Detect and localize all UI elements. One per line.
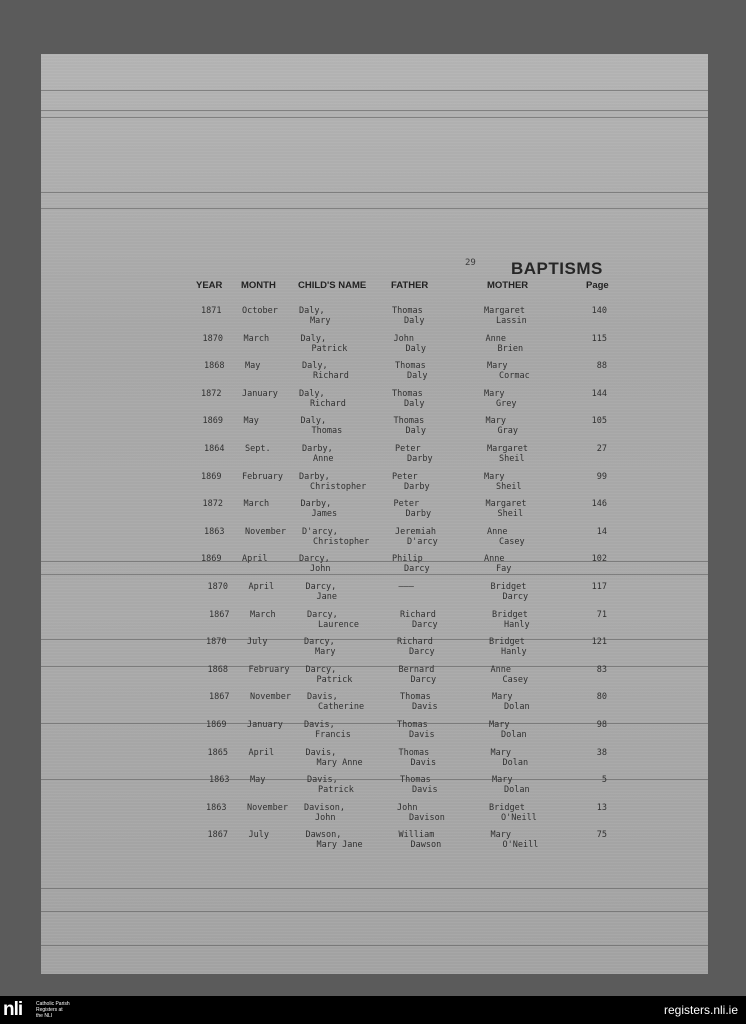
row-child-forename: Patrick bbox=[316, 674, 353, 685]
row-page: 117 bbox=[591, 582, 607, 592]
header-page: Page bbox=[586, 280, 609, 291]
row-mother-surname: Gray bbox=[497, 426, 518, 437]
row-mother-surname: Dolan bbox=[502, 757, 529, 768]
row-child-forename: Catherine bbox=[318, 702, 365, 713]
table-row bbox=[41, 748, 708, 776]
row-father-surname: Daly bbox=[404, 398, 425, 409]
row-father-forename: Thomas bbox=[397, 720, 428, 730]
row-mother-forename: Anne bbox=[484, 554, 505, 565]
row-child-surname: Darby, bbox=[302, 444, 333, 454]
row-mother-forename: Mary bbox=[484, 388, 505, 399]
row-mother-forename: Bridget bbox=[492, 609, 528, 620]
table-row bbox=[41, 527, 708, 555]
row-child-forename: Mary Jane bbox=[316, 840, 363, 851]
row-father-forename: Thomas bbox=[400, 692, 431, 703]
row-father-surname: Davison bbox=[409, 812, 445, 823]
row-year: 1869 bbox=[201, 554, 222, 565]
row-month: February bbox=[242, 471, 283, 482]
row-father-surname: Darby bbox=[405, 509, 432, 520]
row-mother-surname: Brien bbox=[497, 343, 524, 354]
row-mother-surname: Sheil bbox=[499, 454, 525, 464]
row-month: March bbox=[250, 609, 276, 620]
row-child-forename: Thomas bbox=[311, 426, 343, 437]
row-year: 1863 bbox=[204, 526, 225, 537]
row-father-surname: Darcy bbox=[412, 619, 438, 630]
nli-logo[interactable]: nli bbox=[3, 999, 23, 1020]
row-page: 83 bbox=[596, 664, 607, 675]
row-child-surname: Davis, bbox=[305, 747, 337, 758]
table-row bbox=[41, 692, 708, 720]
row-page: 140 bbox=[591, 306, 607, 316]
row-child-surname: Dawson, bbox=[305, 830, 342, 841]
row-child-surname: Daly, bbox=[300, 416, 327, 427]
row-father-surname: Dawson bbox=[410, 840, 442, 851]
row-mother-surname: Casey bbox=[502, 674, 529, 685]
row-father-forename: Richard bbox=[400, 609, 436, 620]
row-year: 1863 bbox=[209, 775, 230, 786]
row-child-forename: Laurence bbox=[318, 619, 359, 630]
row-father-forename: Jeremiah bbox=[395, 526, 436, 537]
row-page: 121 bbox=[591, 637, 607, 648]
row-child-surname: Davison, bbox=[304, 802, 345, 813]
table-row bbox=[41, 830, 708, 858]
page-title: BAPTISMS bbox=[511, 259, 603, 278]
row-mother-surname: Darcy bbox=[502, 592, 529, 602]
row-father-surname: Darby bbox=[404, 481, 430, 492]
header-father: FATHER bbox=[391, 280, 429, 291]
row-month: April bbox=[248, 582, 275, 592]
row-father-forename: William bbox=[398, 830, 435, 841]
row-father-surname: Darcy bbox=[410, 674, 437, 685]
row-father-forename: Peter bbox=[395, 444, 421, 454]
row-child-forename: Christopher bbox=[313, 536, 370, 547]
row-father-forename: Thomas bbox=[392, 388, 423, 399]
row-month: July bbox=[248, 830, 269, 841]
row-child-surname: Davis, bbox=[304, 720, 335, 730]
row-child-surname: Davis, bbox=[307, 692, 338, 703]
row-father-surname: Davis bbox=[412, 785, 438, 796]
row-child-forename: Mary bbox=[315, 647, 336, 658]
row-father-surname: Davis bbox=[410, 757, 437, 768]
row-mother-forename: Mary bbox=[484, 471, 505, 482]
row-father-forename: ——— bbox=[398, 582, 414, 592]
row-mother-surname: Lassin bbox=[496, 316, 527, 326]
row-month: January bbox=[247, 720, 283, 730]
row-child-surname: Daly, bbox=[302, 361, 328, 372]
row-month: November bbox=[245, 526, 286, 537]
header-mother: MOTHER bbox=[487, 280, 529, 291]
row-mother-forename: Anne bbox=[485, 333, 506, 344]
row-year: 1868 bbox=[207, 664, 228, 675]
logo-caption-line: the NLI bbox=[36, 1013, 53, 1019]
row-month: January bbox=[242, 388, 278, 399]
row-year: 1870 bbox=[206, 637, 227, 648]
row-mother-forename: Mary bbox=[485, 416, 506, 427]
row-year: 1863 bbox=[206, 802, 227, 813]
table-row bbox=[41, 472, 708, 500]
row-page: 14 bbox=[596, 526, 607, 537]
row-year: 1864 bbox=[204, 444, 225, 454]
row-month: March bbox=[243, 499, 270, 510]
row-month: November bbox=[250, 692, 291, 703]
row-mother-surname: Grey bbox=[496, 398, 517, 409]
row-father-forename: Peter bbox=[393, 499, 420, 510]
row-father-forename: Thomas bbox=[395, 361, 426, 372]
row-page: 27 bbox=[596, 444, 607, 454]
row-page: 115 bbox=[591, 333, 607, 344]
row-mother-forename: Mary bbox=[492, 775, 513, 786]
row-page: 13 bbox=[596, 802, 607, 813]
row-mother-surname: Dolan bbox=[501, 730, 527, 740]
row-year: 1872 bbox=[201, 388, 222, 399]
row-year: 1868 bbox=[204, 361, 225, 372]
row-father-surname: Daly bbox=[405, 343, 426, 354]
row-page: 105 bbox=[591, 416, 607, 427]
row-page: 80 bbox=[596, 692, 607, 703]
row-mother-forename: Margaret bbox=[487, 444, 528, 454]
header-month: MONTH bbox=[241, 280, 276, 291]
row-child-forename: Mary bbox=[310, 316, 331, 326]
row-child-surname: Darcy, bbox=[305, 664, 337, 675]
table-row bbox=[41, 665, 708, 693]
row-year: 1867 bbox=[207, 830, 228, 841]
row-mother-surname: Cormac bbox=[499, 371, 530, 382]
row-child-forename: James bbox=[311, 509, 338, 520]
row-father-surname: Darby bbox=[407, 454, 433, 464]
row-year: 1867 bbox=[209, 609, 230, 620]
row-mother-forename: Anne bbox=[490, 664, 511, 675]
table-row bbox=[41, 610, 708, 638]
row-mother-surname: Fay bbox=[496, 564, 512, 575]
row-child-surname: Darcy, bbox=[304, 637, 335, 648]
logo-caption-line: Catholic Parish bbox=[36, 1001, 70, 1007]
row-year: 1869 bbox=[202, 416, 223, 427]
row-month: May bbox=[245, 361, 261, 372]
row-child-forename: Francis bbox=[315, 730, 351, 740]
row-mother-forename: Mary bbox=[490, 830, 511, 841]
row-father-surname: Davis bbox=[409, 730, 435, 740]
row-father-surname: Darcy bbox=[409, 647, 435, 658]
row-year: 1870 bbox=[207, 582, 228, 592]
table-row bbox=[41, 444, 708, 472]
row-mother-forename: Margaret bbox=[484, 306, 525, 316]
row-child-surname: Daly, bbox=[299, 388, 325, 399]
row-month: October bbox=[242, 306, 278, 316]
table-row bbox=[41, 389, 708, 417]
row-father-forename: Thomas bbox=[393, 416, 425, 427]
row-father-forename: John bbox=[397, 802, 418, 813]
row-child-forename: John bbox=[315, 812, 336, 823]
row-mother-surname: Sheil bbox=[496, 481, 522, 492]
row-child-surname: Darby, bbox=[300, 499, 332, 510]
row-child-forename: Patrick bbox=[318, 785, 354, 796]
row-father-forename: Thomas bbox=[392, 306, 423, 316]
logo-caption bbox=[36, 1001, 86, 1019]
table-row bbox=[41, 582, 708, 610]
row-mother-forename: Bridget bbox=[489, 802, 525, 813]
row-mother-forename: Mary bbox=[492, 692, 513, 703]
row-mother-forename: Mary bbox=[489, 720, 510, 730]
row-mother-forename: Mary bbox=[490, 747, 511, 758]
table-row bbox=[41, 499, 708, 527]
row-mother-surname: Hanly bbox=[501, 647, 527, 658]
row-month: May bbox=[243, 416, 259, 427]
row-child-surname: Darby, bbox=[299, 471, 330, 482]
row-page: 144 bbox=[591, 388, 607, 399]
row-month: Sept. bbox=[245, 444, 271, 454]
row-father-forename: Thomas bbox=[398, 747, 430, 758]
row-father-forename: John bbox=[393, 333, 414, 344]
row-page: 75 bbox=[596, 830, 607, 841]
row-year: 1867 bbox=[209, 692, 230, 703]
row-father-surname: Daly bbox=[407, 371, 428, 382]
row-child-forename: Anne bbox=[313, 454, 334, 464]
row-mother-forename: Bridget bbox=[489, 637, 525, 648]
row-child-surname: Daly, bbox=[299, 306, 325, 316]
row-father-surname: Daly bbox=[405, 426, 426, 437]
row-father-surname: D'arcy bbox=[407, 536, 438, 547]
row-month: April bbox=[242, 554, 268, 565]
row-father-surname: Davis bbox=[412, 702, 438, 713]
row-year: 1872 bbox=[202, 499, 223, 510]
row-child-surname: Darcy, bbox=[307, 609, 338, 620]
row-mother-surname: Sheil bbox=[497, 509, 524, 520]
row-mother-surname: Dolan bbox=[504, 785, 530, 796]
row-year: 1869 bbox=[206, 720, 227, 730]
table-row bbox=[41, 803, 708, 831]
table-row bbox=[41, 306, 708, 334]
row-father-surname: Daly bbox=[404, 316, 425, 326]
row-month: March bbox=[243, 333, 270, 344]
row-mother-forename: Bridget bbox=[490, 582, 527, 592]
row-month: May bbox=[250, 775, 266, 786]
row-child-forename: Christopher bbox=[310, 481, 367, 492]
table-row bbox=[41, 775, 708, 803]
table-row bbox=[41, 361, 708, 389]
register-page bbox=[41, 54, 708, 974]
row-page: 146 bbox=[591, 499, 607, 510]
row-month: July bbox=[247, 637, 268, 648]
row-month: April bbox=[248, 747, 275, 758]
table-row bbox=[41, 416, 708, 444]
row-child-surname: Davis, bbox=[307, 775, 338, 786]
row-child-forename: Jane bbox=[316, 592, 337, 602]
row-page: 5 bbox=[601, 775, 607, 786]
row-child-forename: Mary Anne bbox=[316, 757, 363, 768]
table-row bbox=[41, 720, 708, 748]
row-mother-surname: Casey bbox=[499, 536, 525, 547]
site-link[interactable]: registers.nli.ie bbox=[663, 1003, 738, 1017]
row-year: 1870 bbox=[202, 333, 223, 344]
row-mother-forename: Margaret bbox=[485, 499, 527, 510]
row-month: November bbox=[247, 802, 288, 813]
row-child-surname: D'arcy, bbox=[302, 526, 338, 537]
row-page: 38 bbox=[596, 747, 607, 758]
row-page: 98 bbox=[596, 720, 607, 730]
table-row bbox=[41, 637, 708, 665]
row-mother-forename: Anne bbox=[487, 526, 508, 537]
row-mother-forename: Mary bbox=[487, 361, 508, 372]
header-year: YEAR bbox=[196, 280, 223, 291]
page-number: 29 bbox=[465, 258, 476, 268]
logo-caption-line: Registers at bbox=[36, 1007, 63, 1013]
row-page: 88 bbox=[596, 361, 607, 372]
row-mother-surname: Hanly bbox=[504, 619, 530, 630]
row-father-forename: Thomas bbox=[400, 775, 431, 786]
row-mother-surname: O'Neill bbox=[502, 840, 539, 851]
row-child-forename: Richard bbox=[313, 371, 349, 382]
row-page: 99 bbox=[596, 471, 607, 482]
row-father-surname: Darcy bbox=[404, 564, 430, 575]
row-father-forename: Philip bbox=[392, 554, 423, 565]
row-child-surname: Darcy, bbox=[305, 582, 337, 592]
row-month: February bbox=[248, 664, 290, 675]
row-father-forename: Peter bbox=[392, 471, 418, 482]
row-father-forename: Bernard bbox=[398, 664, 435, 675]
row-page: 102 bbox=[591, 554, 607, 565]
row-child-surname: Daly, bbox=[300, 333, 327, 344]
row-mother-surname: O'Neill bbox=[501, 812, 537, 823]
header-child-name: CHILD'S NAME bbox=[298, 280, 367, 291]
row-mother-surname: Dolan bbox=[504, 702, 530, 713]
row-year: 1871 bbox=[201, 306, 222, 316]
row-child-surname: Darcy, bbox=[299, 554, 330, 565]
row-child-forename: Richard bbox=[310, 398, 346, 409]
row-page: 71 bbox=[596, 609, 607, 620]
table-row bbox=[41, 554, 708, 582]
row-father-forename: Richard bbox=[397, 637, 433, 648]
row-child-forename: John bbox=[310, 564, 331, 575]
footer-bar bbox=[0, 996, 746, 1024]
row-child-forename: Patrick bbox=[311, 343, 348, 354]
row-year: 1865 bbox=[207, 747, 228, 758]
table-row bbox=[41, 334, 708, 362]
row-year: 1869 bbox=[201, 471, 222, 482]
